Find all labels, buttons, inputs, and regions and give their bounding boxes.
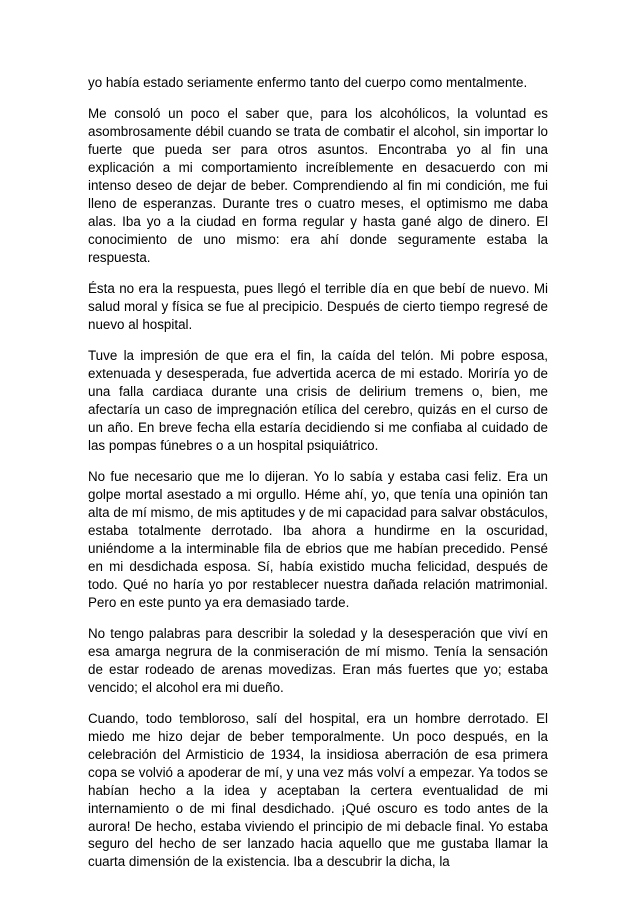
- paragraph-1: yo había estado seriamente enfermo tanto del cuerpo como mentalmente.: [88, 75, 528, 90]
- paragraph-3: Ésta no era la respuesta, pues llegó el terrible día en que bebí de nuevo. Mi salud moral y física se fue al precipicio. Después de cierto tiempo regresé de nuevo al hospital.: [88, 281, 548, 332]
- paragraph-4: Tuve la impresión de que era el fin, la caída del telón. Mi pobre esposa, extenuada y desesperada, fue advertida acerca de mi estado. Moriría yo de una falla cardiaca durante una crisis de delirium tremens o, bien, me afectaría un caso de impregnación etílica del cerebro, quizás en el curso de un año. En breve fecha ella estaría decidiendo si me confiaba al cuidado de las pompas fúnebres o a un hospital psiquiátrico.: [88, 348, 548, 453]
- paragraph-2: Me consoló un poco el saber que, para los alcohólicos, la voluntad es asombrosamente débil cuando se trata de combatir el alcohol, sin importar lo fuerte que pueda ser para otros asuntos. Encontraba yo al fin una explicación a mi comportamiento increíblemente en desacuerdo con mi intenso deseo de dejar de beber. Comprendiendo al fin mi condición, me fui lleno de esperanzas. Durante tres o cuatro meses, el optimismo me daba alas. Iba yo a la ciudad en forma regular y hasta gané algo de dinero. El conocimiento de uno mismo: era ahí donde seguramente estaba la respuesta.: [88, 106, 548, 265]
- paragraph-7: Cuando, todo tembloroso, salí del hospital, era un hombre derrotado. El miedo me hizo dejar de beber temporalmente. Un poco después, en la celebración del Armisticio de 1934, la insidiosa aberración de esa primera copa se volvió a apoderar de mí, y una vez más volví a empezar. Ya todos se habían hecho a la idea y aceptaban la certera eventualidad de mi internamiento o de mi final desdichado. ¡Qué oscuro es todo antes de la aurora! De hecho, estaba viviendo el principio de mi debacle final. Yo estaba seguro del hecho de ser lanzado hacia aquello que me gustaba llamar la cuarta dimensión de la existencia. Iba a descubrir la dicha, la: [88, 711, 548, 870]
- paragraph-6: No tengo palabras para describir la soledad y la desesperación que viví en esa amarga negrura de la conmiseración de mí mismo. Tenía la sensación de estar rodeado de arenas movedizas. Eran más fuertes que yo; estaba vencido; el alcohol era mi dueño.: [88, 625, 548, 695]
- paragraph-5: No fue necesario que me lo dijeran. Yo lo sabía y estaba casi feliz. Era un golpe mortal asestado a mi orgullo. Héme ahí, yo, que tenía una opinión tan alta de mí mismo, de mis aptitudes y de mi capacidad para salvar obstáculos, estaba totalmente derrotado. Iba ahora a hundirme en la oscuridad, uniéndome a la interminable fila de ebrios que me habían precedido. Pensé en mi desdichada esposa. Sí, había existido mucha felicidad, después de todo. Qué no haría yo por restablecer nuestra dañada relación matrimonial. Pero en este punto ya era demasiado tarde.: [88, 469, 548, 610]
- document-page: [88, 74, 548, 871]
